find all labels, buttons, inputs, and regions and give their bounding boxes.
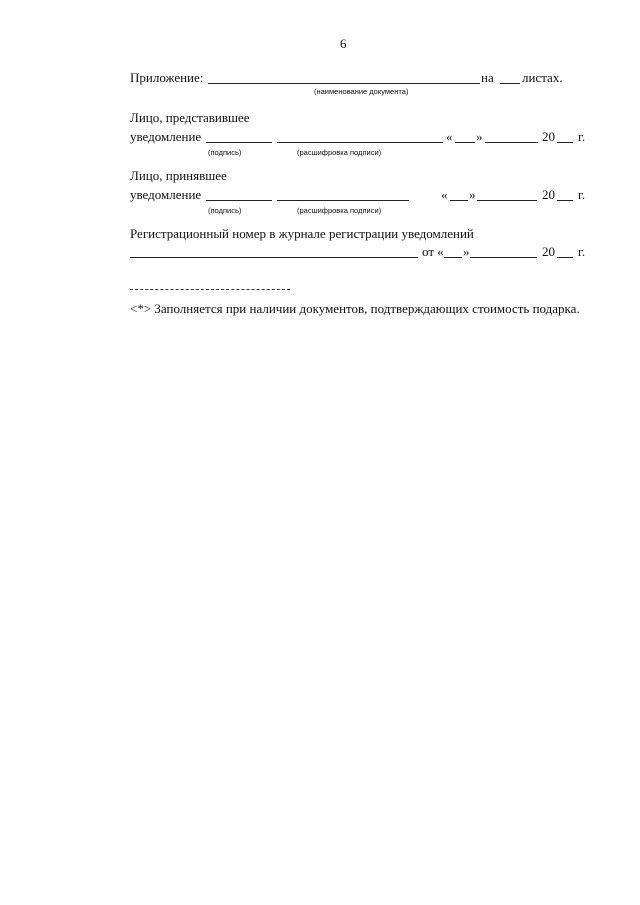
submitter-sign-caption: (подпись) — [208, 148, 242, 157]
submitter-month-line — [485, 142, 538, 143]
registration-label: Регистрационный номер в журнале регистрации уведомлений — [130, 226, 474, 241]
attachment-sheets-text: листах. — [522, 70, 563, 85]
receiver-year-line — [557, 200, 573, 201]
attachment-caption: (наименование документа) — [314, 87, 409, 96]
submitter-quote-open: « — [446, 129, 453, 144]
submitter-decode-line — [277, 142, 443, 143]
receiver-day-line — [450, 200, 468, 201]
registration-day-line — [444, 257, 462, 258]
submitter-year-suffix: г. — [578, 129, 586, 144]
receiver-decode-caption: (расшифровка подписи) — [297, 206, 382, 215]
submitter-line2: уведомление — [130, 129, 202, 144]
attachment-label: Приложение: — [130, 70, 204, 85]
footnote-text: <*> Заполняется при наличии документов, подтверждающих стоимость подарка. — [130, 301, 580, 316]
submitter-year-prefix: 20 — [542, 129, 555, 144]
receiver-quote-open: « — [441, 187, 448, 202]
receiver-sign-caption: (подпись) — [208, 206, 242, 215]
registration-month-line — [470, 257, 537, 258]
receiver-signature-line — [206, 200, 272, 201]
registration-number-line — [130, 257, 418, 258]
page-number: 6 — [340, 36, 347, 51]
registration-year-prefix: 20 — [542, 244, 555, 259]
attachment-na-text: на — [481, 70, 494, 85]
submitter-signature-line — [206, 142, 272, 143]
receiver-year-suffix: г. — [578, 187, 586, 202]
receiver-line2: уведомление — [130, 187, 202, 202]
receiver-line1: Лицо, принявшее — [130, 168, 227, 183]
footnote-separator — [130, 289, 290, 290]
receiver-month-line — [477, 200, 537, 201]
receiver-quote-close: » — [469, 187, 476, 202]
registration-quote-close: » — [463, 244, 470, 259]
registration-year-suffix: г. — [578, 244, 586, 259]
receiver-year-prefix: 20 — [542, 187, 555, 202]
submitter-line1: Лицо, представившее — [130, 110, 250, 125]
attachment-sheets-count-line — [500, 83, 520, 84]
submitter-day-line — [455, 142, 475, 143]
receiver-decode-line — [277, 200, 409, 201]
submitter-quote-close: » — [476, 129, 483, 144]
submitter-year-line — [557, 142, 573, 143]
submitter-decode-caption: (расшифровка подписи) — [297, 148, 382, 157]
attachment-document-line — [208, 83, 480, 84]
registration-ot-text: от « — [422, 244, 444, 259]
registration-year-line — [557, 257, 573, 258]
